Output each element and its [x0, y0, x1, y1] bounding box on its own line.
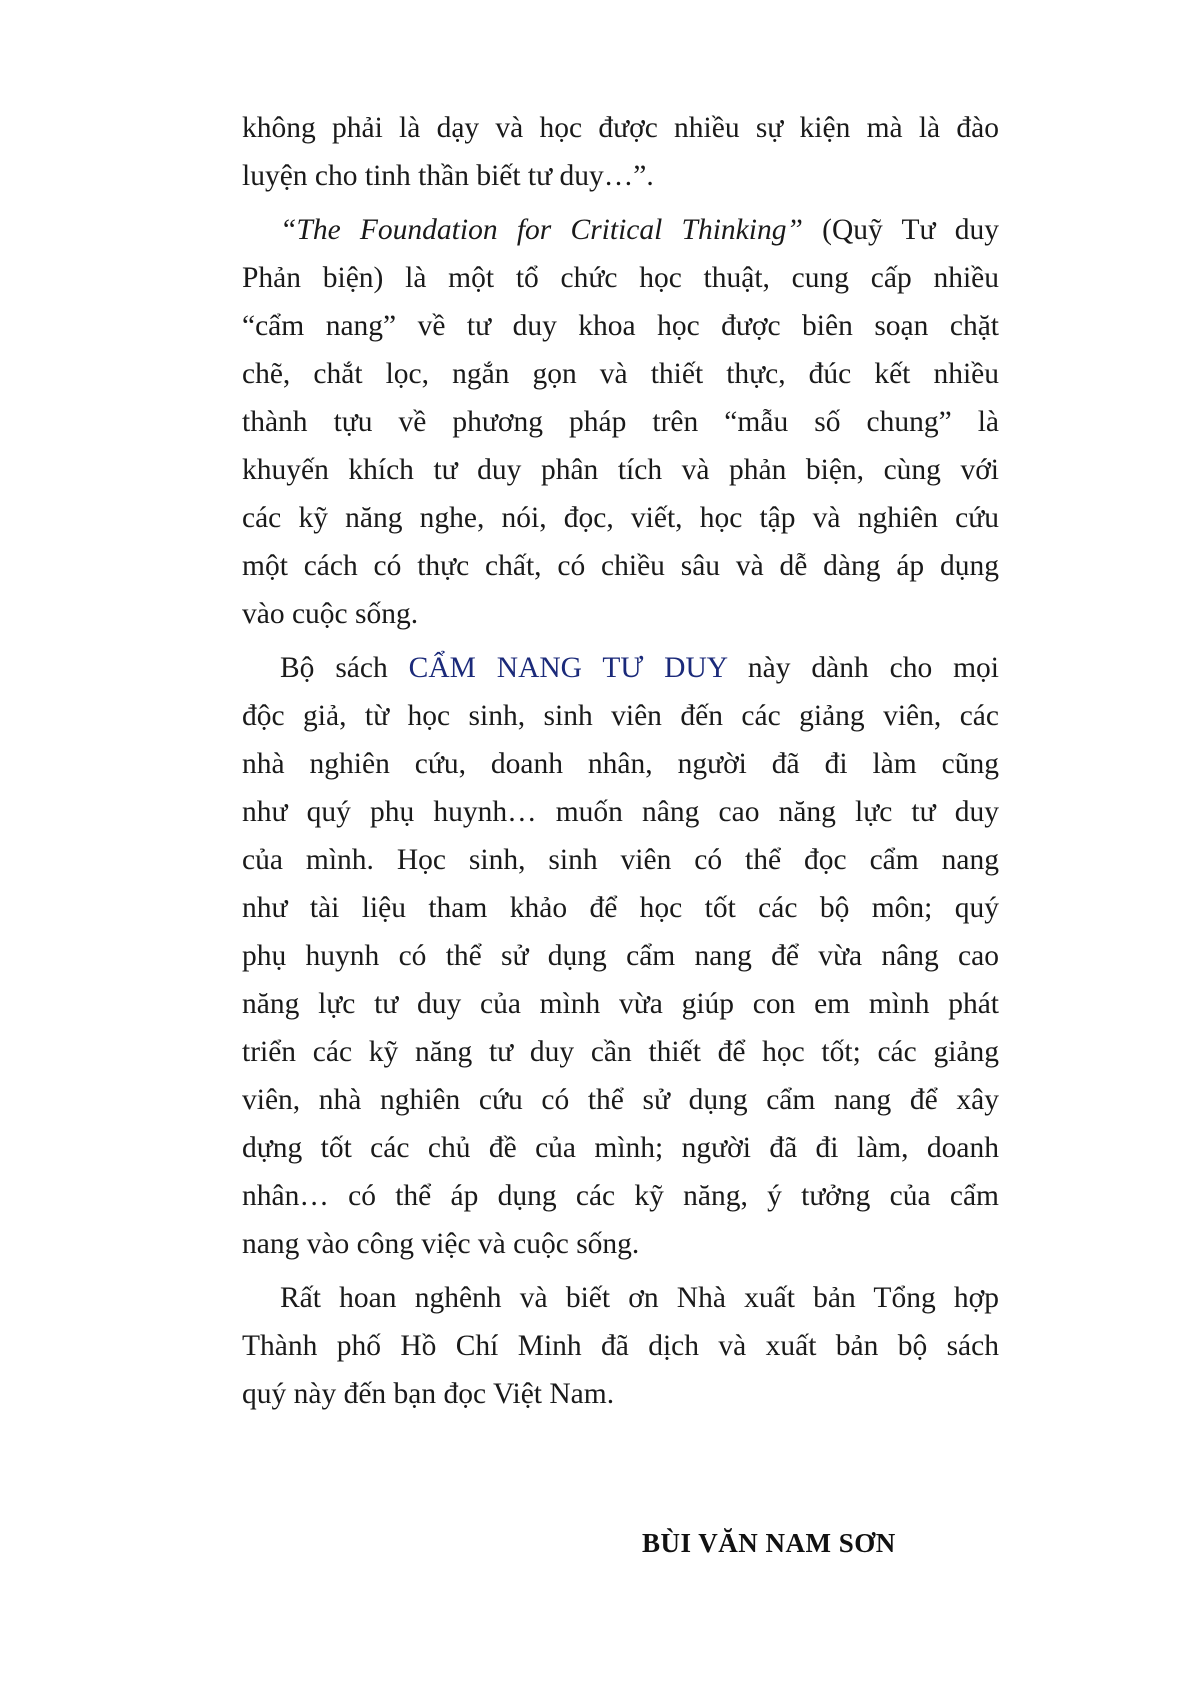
paragraph-continuation [242, 104, 999, 200]
text-line: Thành phố Hồ Chí Minh đã dịch và xuất bản bộ sách [242, 1330, 999, 1362]
text-line: các kỹ năng nghe, nói, đọc, viết, học tập và nghiên cứu [242, 502, 999, 534]
text-line: dựng tốt các chủ đề của mình; người đã đi làm, doanh [242, 1132, 999, 1164]
text-line: nhà nghiên cứu, doanh nhân, người đã đi làm cũng [242, 748, 999, 780]
text-line: quý này đến bạn đọc Việt Nam. [242, 1378, 615, 1410]
text-line: nhân… có thể áp dụng các kỹ năng, ý tưởng của cẩm [242, 1180, 999, 1212]
text-line: không phải là dạy và học được nhiều sự kiện mà là đào [242, 112, 999, 144]
text-line: của mình. Học sinh, sinh viên có thể đọc cẩm nang [242, 844, 999, 876]
author-signature: BÙI VĂN NAM SƠN [642, 1528, 896, 1558]
text-line: như tài liệu tham khảo để học tốt các bộ môn; quý [242, 892, 999, 924]
text-segment: này dành cho mọi [726, 652, 1000, 684]
text-line: độc giả, từ học sinh, sinh viên đến các giảng viên, các [242, 700, 999, 732]
series-title-highlight: CẨM NANG TƯ DUY [408, 652, 727, 684]
text-line: nang vào công việc và cuộc sống. [242, 1228, 640, 1260]
text-line: viên, nhà nghiên cứu có thể sử dụng cẩm nang để xây [242, 1084, 999, 1116]
text-line: triển các kỹ năng tư duy cần thiết để học tốt; các giảng [242, 1036, 999, 1068]
text-line: thành tựu về phương pháp trên “mẫu số chung” là [242, 406, 999, 438]
italic-title: “The Foundation for Critical Thinking” [280, 214, 803, 246]
text-line: phụ huynh có thể sử dụng cẩm nang để vừa nâng cao [242, 940, 999, 972]
text-line: Rất hoan nghênh và biết ơn Nhà xuất bản Tổng hợp [280, 1282, 999, 1314]
text-line [242, 644, 999, 692]
text-line: năng lực tư duy của mình vừa giúp con em mình phát [242, 988, 999, 1020]
text-line: một cách có thực chất, có chiều sâu và dễ dàng áp dụng [242, 550, 999, 582]
text-line: “cẩm nang” về tư duy khoa học được biên soạn chặt [242, 310, 999, 342]
text-segment: Bộ sách [280, 652, 409, 684]
text-line: Phản biện) là một tổ chức học thuật, cung cấp nhiều [242, 262, 999, 294]
paragraph-thanks [242, 1274, 999, 1418]
text-line [242, 206, 999, 254]
paragraph-book-series [242, 644, 999, 1268]
text-line: luyện cho tinh thần biết tư duy…”. [242, 160, 654, 192]
text-line: khuyến khích tư duy phân tích và phản biện, cùng với [242, 454, 999, 486]
document-body [242, 104, 999, 1424]
text-line: chẽ, chắt lọc, ngắn gọn và thiết thực, đúc kết nhiều [242, 358, 999, 390]
text-line: như quý phụ huynh… muốn nâng cao năng lực tư duy [242, 796, 999, 828]
paragraph-foundation [242, 206, 999, 638]
text-segment: (Quỹ Tư duy [802, 214, 999, 246]
text-line: vào cuộc sống. [242, 598, 419, 630]
